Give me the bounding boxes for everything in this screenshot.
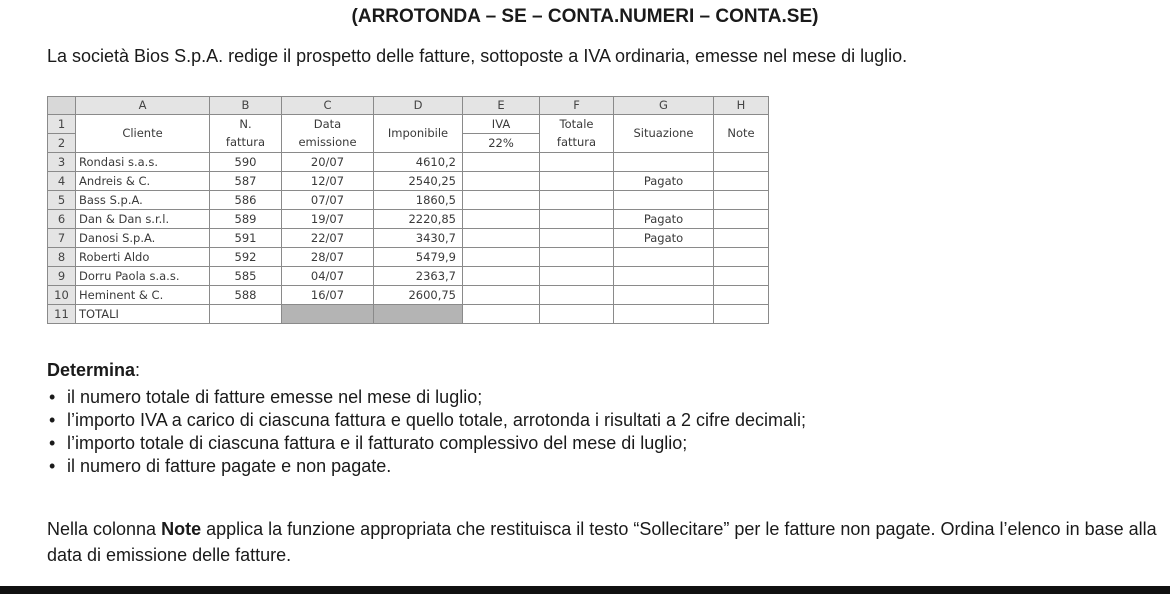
header-iva-line1[interactable]: IVA	[463, 115, 540, 134]
header-data-line1[interactable]: Data	[282, 115, 374, 134]
list-item: • l’importo IVA a carico di ciascuna fattura e quello totale, arrotonda i risultati a 2 cifre decimali;	[47, 409, 806, 432]
cell-cliente[interactable]: Dorru Paola s.a.s.	[76, 267, 210, 286]
totals-data-shaded-cell[interactable]	[282, 305, 374, 324]
row-header[interactable]: 6	[48, 210, 76, 229]
cell-note[interactable]	[714, 267, 769, 286]
cell-data[interactable]: 20/07	[282, 153, 374, 172]
cell-nfattura[interactable]: 590	[210, 153, 282, 172]
cell-nfattura[interactable]: 586	[210, 191, 282, 210]
cell-nfattura[interactable]: 585	[210, 267, 282, 286]
row-header[interactable]: 5	[48, 191, 76, 210]
cell-situazione[interactable]	[614, 286, 714, 305]
cell-note[interactable]	[714, 210, 769, 229]
header-cliente[interactable]: Cliente	[76, 115, 210, 153]
intro-text: La società Bios S.p.A. redige il prospetto delle fatture, sottoposte a IVA ordinaria, emesse nel mese di luglio.	[47, 46, 908, 66]
cell-iva[interactable]	[463, 248, 540, 267]
determina-heading	[47, 360, 140, 381]
cell-situazione[interactable]	[614, 267, 714, 286]
cell-situazione[interactable]	[614, 248, 714, 267]
cell-situazione[interactable]: Pagato	[614, 229, 714, 248]
table-row	[48, 267, 769, 286]
column-header-c[interactable]: C	[282, 97, 374, 115]
cell-cliente[interactable]: Dan & Dan s.r.l.	[76, 210, 210, 229]
final-instruction	[47, 516, 1167, 568]
row-header[interactable]: 8	[48, 248, 76, 267]
row-header[interactable]: 11	[48, 305, 76, 324]
cell-cliente[interactable]: Andreis & C.	[76, 172, 210, 191]
header-note[interactable]: Note	[714, 115, 769, 153]
column-header-e[interactable]: E	[463, 97, 540, 115]
cell-totale[interactable]	[540, 172, 614, 191]
cell-note[interactable]	[714, 191, 769, 210]
cell-data[interactable]: 16/07	[282, 286, 374, 305]
header-data-line2[interactable]: emissione	[282, 134, 374, 153]
table-row	[48, 229, 769, 248]
cell-iva[interactable]	[463, 267, 540, 286]
totals-totale-cell[interactable]	[540, 305, 614, 324]
cell-note[interactable]	[714, 172, 769, 191]
bottom-bar	[0, 586, 1170, 594]
cell-imponibile[interactable]: 2600,75	[374, 286, 463, 305]
cell-iva[interactable]	[463, 191, 540, 210]
totals-situazione-cell[interactable]	[614, 305, 714, 324]
cell-data[interactable]: 28/07	[282, 248, 374, 267]
column-header-f[interactable]: F	[540, 97, 614, 115]
totals-label[interactable]: TOTALI	[76, 305, 210, 324]
header-totale-line1[interactable]: Totale	[540, 115, 614, 134]
page-title: (ARROTONDA – SE – CONTA.NUMERI – CONTA.SE)	[351, 6, 819, 27]
row-header[interactable]: 3	[48, 153, 76, 172]
cell-imponibile[interactable]: 2540,25	[374, 172, 463, 191]
cell-iva[interactable]	[463, 210, 540, 229]
cell-iva[interactable]	[463, 153, 540, 172]
table-row	[48, 248, 769, 267]
cell-note[interactable]	[714, 153, 769, 172]
row-header[interactable]: 4	[48, 172, 76, 191]
totals-nfattura-cell[interactable]	[210, 305, 282, 324]
cell-cliente[interactable]: Roberti Aldo	[76, 248, 210, 267]
cell-data[interactable]: 04/07	[282, 267, 374, 286]
final-text-bold: Note	[161, 519, 202, 539]
cell-cliente[interactable]: Heminent & C.	[76, 286, 210, 305]
header-nfattura-line1[interactable]: N.	[210, 115, 282, 134]
cell-situazione[interactable]	[614, 153, 714, 172]
row-header-1[interactable]: 1	[48, 115, 76, 134]
determina-colon: :	[135, 360, 141, 380]
table-row	[48, 210, 769, 229]
cell-situazione[interactable]: Pagato	[614, 172, 714, 191]
cell-data[interactable]: 19/07	[282, 210, 374, 229]
cell-imponibile[interactable]: 5479,9	[374, 248, 463, 267]
cell-situazione[interactable]: Pagato	[614, 210, 714, 229]
cell-note[interactable]	[714, 229, 769, 248]
cell-iva[interactable]	[463, 172, 540, 191]
select-all-corner[interactable]	[48, 97, 76, 115]
cell-nfattura[interactable]: 587	[210, 172, 282, 191]
cell-imponibile[interactable]: 1860,5	[374, 191, 463, 210]
column-header-d[interactable]: D	[374, 97, 463, 115]
cell-data[interactable]: 12/07	[282, 172, 374, 191]
cell-imponibile[interactable]: 3430,7	[374, 229, 463, 248]
cell-iva[interactable]	[463, 286, 540, 305]
totals-imponibile-shaded-cell[interactable]	[374, 305, 463, 324]
cell-nfattura[interactable]: 592	[210, 248, 282, 267]
header-row-1	[48, 115, 769, 134]
cell-imponibile[interactable]: 4610,2	[374, 153, 463, 172]
header-totale-line2[interactable]: fattura	[540, 134, 614, 153]
cell-cliente[interactable]: Danosi S.p.A.	[76, 229, 210, 248]
totals-note-cell[interactable]	[714, 305, 769, 324]
header-imponibile[interactable]: Imponibile	[374, 115, 463, 153]
cell-iva[interactable]	[463, 229, 540, 248]
table-row	[48, 286, 769, 305]
cell-situazione[interactable]	[614, 191, 714, 210]
list-item: • l’importo totale di ciascuna fattura e il fatturato complessivo del mese di luglio;	[47, 432, 806, 455]
cell-totale[interactable]	[540, 210, 614, 229]
cell-note[interactable]	[714, 286, 769, 305]
cell-nfattura[interactable]: 591	[210, 229, 282, 248]
cell-totale[interactable]	[540, 229, 614, 248]
cell-nfattura[interactable]: 589	[210, 210, 282, 229]
header-situazione[interactable]: Situazione	[614, 115, 714, 153]
cell-totale[interactable]	[540, 248, 614, 267]
cell-imponibile[interactable]: 2363,7	[374, 267, 463, 286]
table-row	[48, 153, 769, 172]
table-row	[48, 191, 769, 210]
final-text-part1: Nella colonna	[47, 519, 162, 539]
cell-nfattura[interactable]: 588	[210, 286, 282, 305]
task-list	[47, 386, 806, 478]
row-header[interactable]: 7	[48, 229, 76, 248]
list-item: • il numero totale di fatture emesse nel mese di luglio;	[47, 386, 806, 409]
row-header[interactable]: 9	[48, 267, 76, 286]
table-row	[48, 172, 769, 191]
list-item: • il numero di fatture pagate e non pagate.	[47, 455, 806, 478]
row-header[interactable]: 10	[48, 286, 76, 305]
spreadsheet-table	[47, 96, 769, 324]
cell-totale[interactable]	[540, 153, 614, 172]
header-iva-line2[interactable]: 22%	[463, 134, 540, 153]
cell-totale[interactable]	[540, 191, 614, 210]
totals-row	[48, 305, 769, 324]
cell-note[interactable]	[714, 248, 769, 267]
cell-totale[interactable]	[540, 267, 614, 286]
cell-cliente[interactable]: Bass S.p.A.	[76, 191, 210, 210]
column-header-g[interactable]: G	[614, 97, 714, 115]
column-header-b[interactable]: B	[210, 97, 282, 115]
cell-imponibile[interactable]: 2220,85	[374, 210, 463, 229]
cell-cliente[interactable]: Rondasi s.a.s.	[76, 153, 210, 172]
row-header-2[interactable]: 2	[48, 134, 76, 153]
determina-label: Determina	[47, 360, 136, 380]
final-text-part2: applica la funzione appropriata che restituisca il testo “Sollecitare” per le fatture non pagate. Ordina l’elenco in base alla data di emissione delle fatture.	[47, 519, 1157, 565]
cell-data[interactable]: 07/07	[282, 191, 374, 210]
column-header-a[interactable]: A	[76, 97, 210, 115]
header-nfattura-line2[interactable]: fattura	[210, 134, 282, 153]
cell-data[interactable]: 22/07	[282, 229, 374, 248]
column-header-row	[48, 97, 769, 115]
column-header-h[interactable]: H	[714, 97, 769, 115]
totals-iva-cell[interactable]	[463, 305, 540, 324]
cell-totale[interactable]	[540, 286, 614, 305]
